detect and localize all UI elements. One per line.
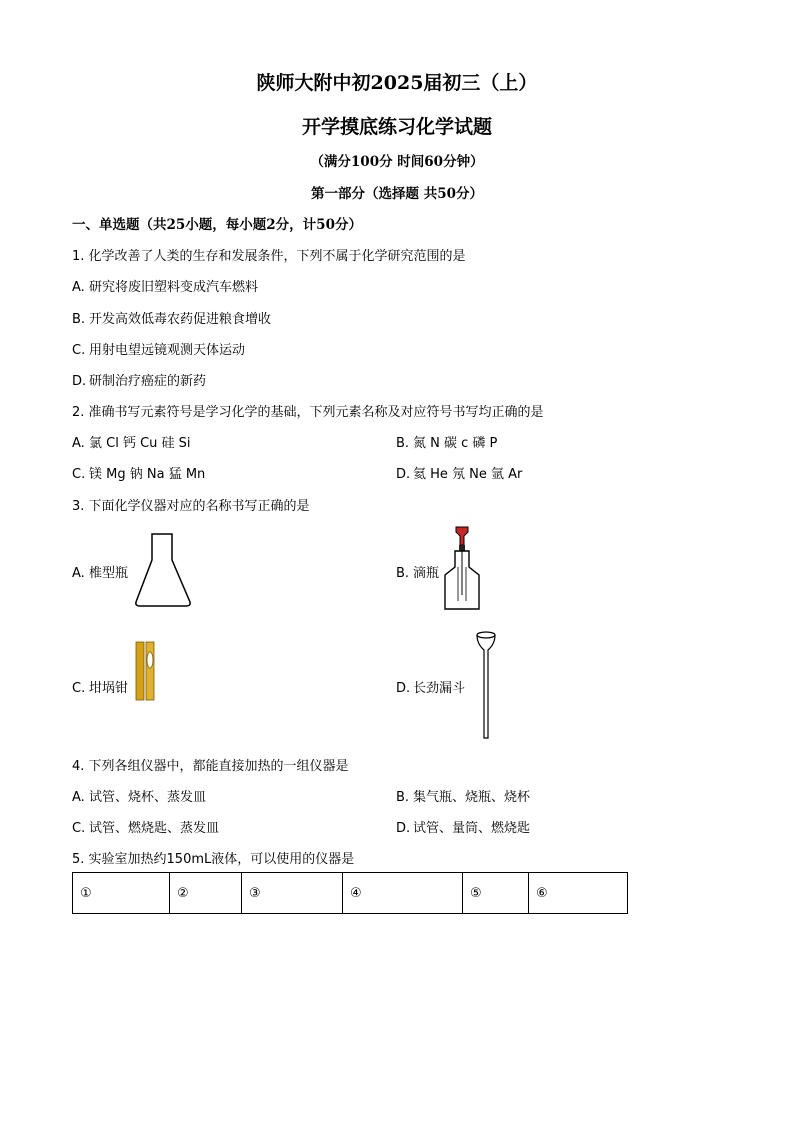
question-3-option-d[interactable] bbox=[396, 677, 465, 696]
option-label: C. bbox=[72, 821, 86, 836]
table-cell-5: ⑤ bbox=[463, 873, 529, 914]
question-5-stem: 5. 实验室加热约150mL液体，可以使用的仪器是 bbox=[72, 852, 355, 867]
question-1-option-b[interactable] bbox=[72, 308, 271, 327]
option-label: A. bbox=[72, 566, 85, 581]
option-label: B. bbox=[396, 790, 410, 805]
question-4-stem: 4. 下列各组仪器中，都能直接加热的一组仪器是 bbox=[72, 759, 349, 774]
option-label: A. bbox=[72, 436, 85, 451]
option-text: 氯 Cl 钙 Cu 硅 Si bbox=[89, 436, 191, 451]
option-text: 试管、燃烧匙、蒸发皿 bbox=[89, 821, 220, 836]
exam-title: 陕师大附中初2025届初三（上） bbox=[256, 72, 538, 94]
question-1-stem: 1. 化学改善了人类的生存和发展条件，下列不属于化学研究范围的是 bbox=[72, 249, 466, 264]
question-2-stem: 2. 准确书写元素符号是学习化学的基础，下列元素名称及对应符号书写均正确的是 bbox=[72, 405, 544, 420]
question-4-option-b[interactable] bbox=[396, 786, 530, 805]
long-neck-funnel-icon bbox=[474, 630, 498, 740]
section-heading: 一、单选题（共25小题，每小题2分，计50分） bbox=[72, 217, 362, 233]
option-text: 试管、量筒、燃烧匙 bbox=[413, 821, 531, 836]
option-label: D. bbox=[396, 467, 411, 482]
option-label: C. bbox=[72, 343, 86, 358]
instrument-table bbox=[72, 872, 628, 914]
question-1-option-c[interactable] bbox=[72, 339, 245, 358]
table-cell-1: ① bbox=[73, 873, 170, 914]
option-text: 研制治疗癌症的新药 bbox=[89, 374, 207, 389]
question-2-option-a[interactable] bbox=[72, 432, 191, 451]
option-text: 开发高效低毒农药促进粮食增收 bbox=[89, 312, 272, 327]
option-text: 试管、烧杯、蒸发皿 bbox=[89, 790, 207, 805]
table-cell-3: ③ bbox=[242, 873, 343, 914]
option-text: 滴瓶 bbox=[413, 566, 440, 581]
option-text: 长劲漏斗 bbox=[413, 681, 466, 696]
question-1-option-a[interactable] bbox=[72, 276, 258, 295]
option-text: 镁 Mg 钠 Na 猛 Mn bbox=[89, 467, 206, 482]
part-title: 第一部分（选择题 共50分） bbox=[311, 186, 483, 202]
option-label: C. bbox=[72, 467, 86, 482]
option-text: 氮 N 碳 c 磷 P bbox=[413, 436, 498, 451]
option-text: 氦 He 氖 Ne 氩 Ar bbox=[413, 467, 523, 482]
question-3-stem: 3. 下面化学仪器对应的名称书写正确的是 bbox=[72, 499, 310, 514]
question-2-option-d[interactable] bbox=[396, 463, 522, 482]
question-4-option-a[interactable] bbox=[72, 786, 206, 805]
option-label: A. bbox=[72, 280, 85, 295]
question-4-option-c[interactable] bbox=[72, 817, 219, 836]
option-text: 研究将废旧塑料变成汽车燃料 bbox=[89, 280, 259, 295]
option-text: 集气瓶、烧瓶、烧杯 bbox=[413, 790, 531, 805]
conical-flask-icon bbox=[134, 530, 194, 610]
option-text: 坩埚钳 bbox=[89, 681, 129, 696]
option-label: D. bbox=[396, 681, 411, 696]
option-label: B. bbox=[396, 566, 410, 581]
option-label: B. bbox=[72, 312, 86, 327]
question-3-option-c[interactable] bbox=[72, 677, 128, 696]
question-3-option-a[interactable] bbox=[72, 562, 128, 581]
question-2-option-c[interactable] bbox=[72, 463, 205, 482]
question-2-option-b[interactable] bbox=[396, 432, 497, 451]
dropper-bottle-icon bbox=[442, 525, 482, 615]
option-text: 椎型瓶 bbox=[89, 566, 129, 581]
option-label: A. bbox=[72, 790, 85, 805]
option-label: C. bbox=[72, 681, 86, 696]
table-cell-2: ② bbox=[170, 873, 242, 914]
option-label: D. bbox=[396, 821, 411, 836]
option-label: D. bbox=[72, 374, 87, 389]
question-4-option-d[interactable] bbox=[396, 817, 530, 836]
exam-info: （满分100分 时间60分钟） bbox=[310, 154, 484, 170]
table-cell-6: ⑥ bbox=[529, 873, 628, 914]
question-3-option-b[interactable] bbox=[396, 562, 439, 581]
option-label: B. bbox=[396, 436, 410, 451]
table-row bbox=[73, 873, 628, 914]
crucible-tongs-icon bbox=[133, 640, 159, 702]
option-text: 用射电望远镜观测天体运动 bbox=[89, 343, 246, 358]
question-1-option-d[interactable] bbox=[72, 370, 206, 389]
exam-subtitle: 开学摸底练习化学试题 bbox=[301, 116, 492, 138]
table-cell-4: ④ bbox=[343, 873, 463, 914]
